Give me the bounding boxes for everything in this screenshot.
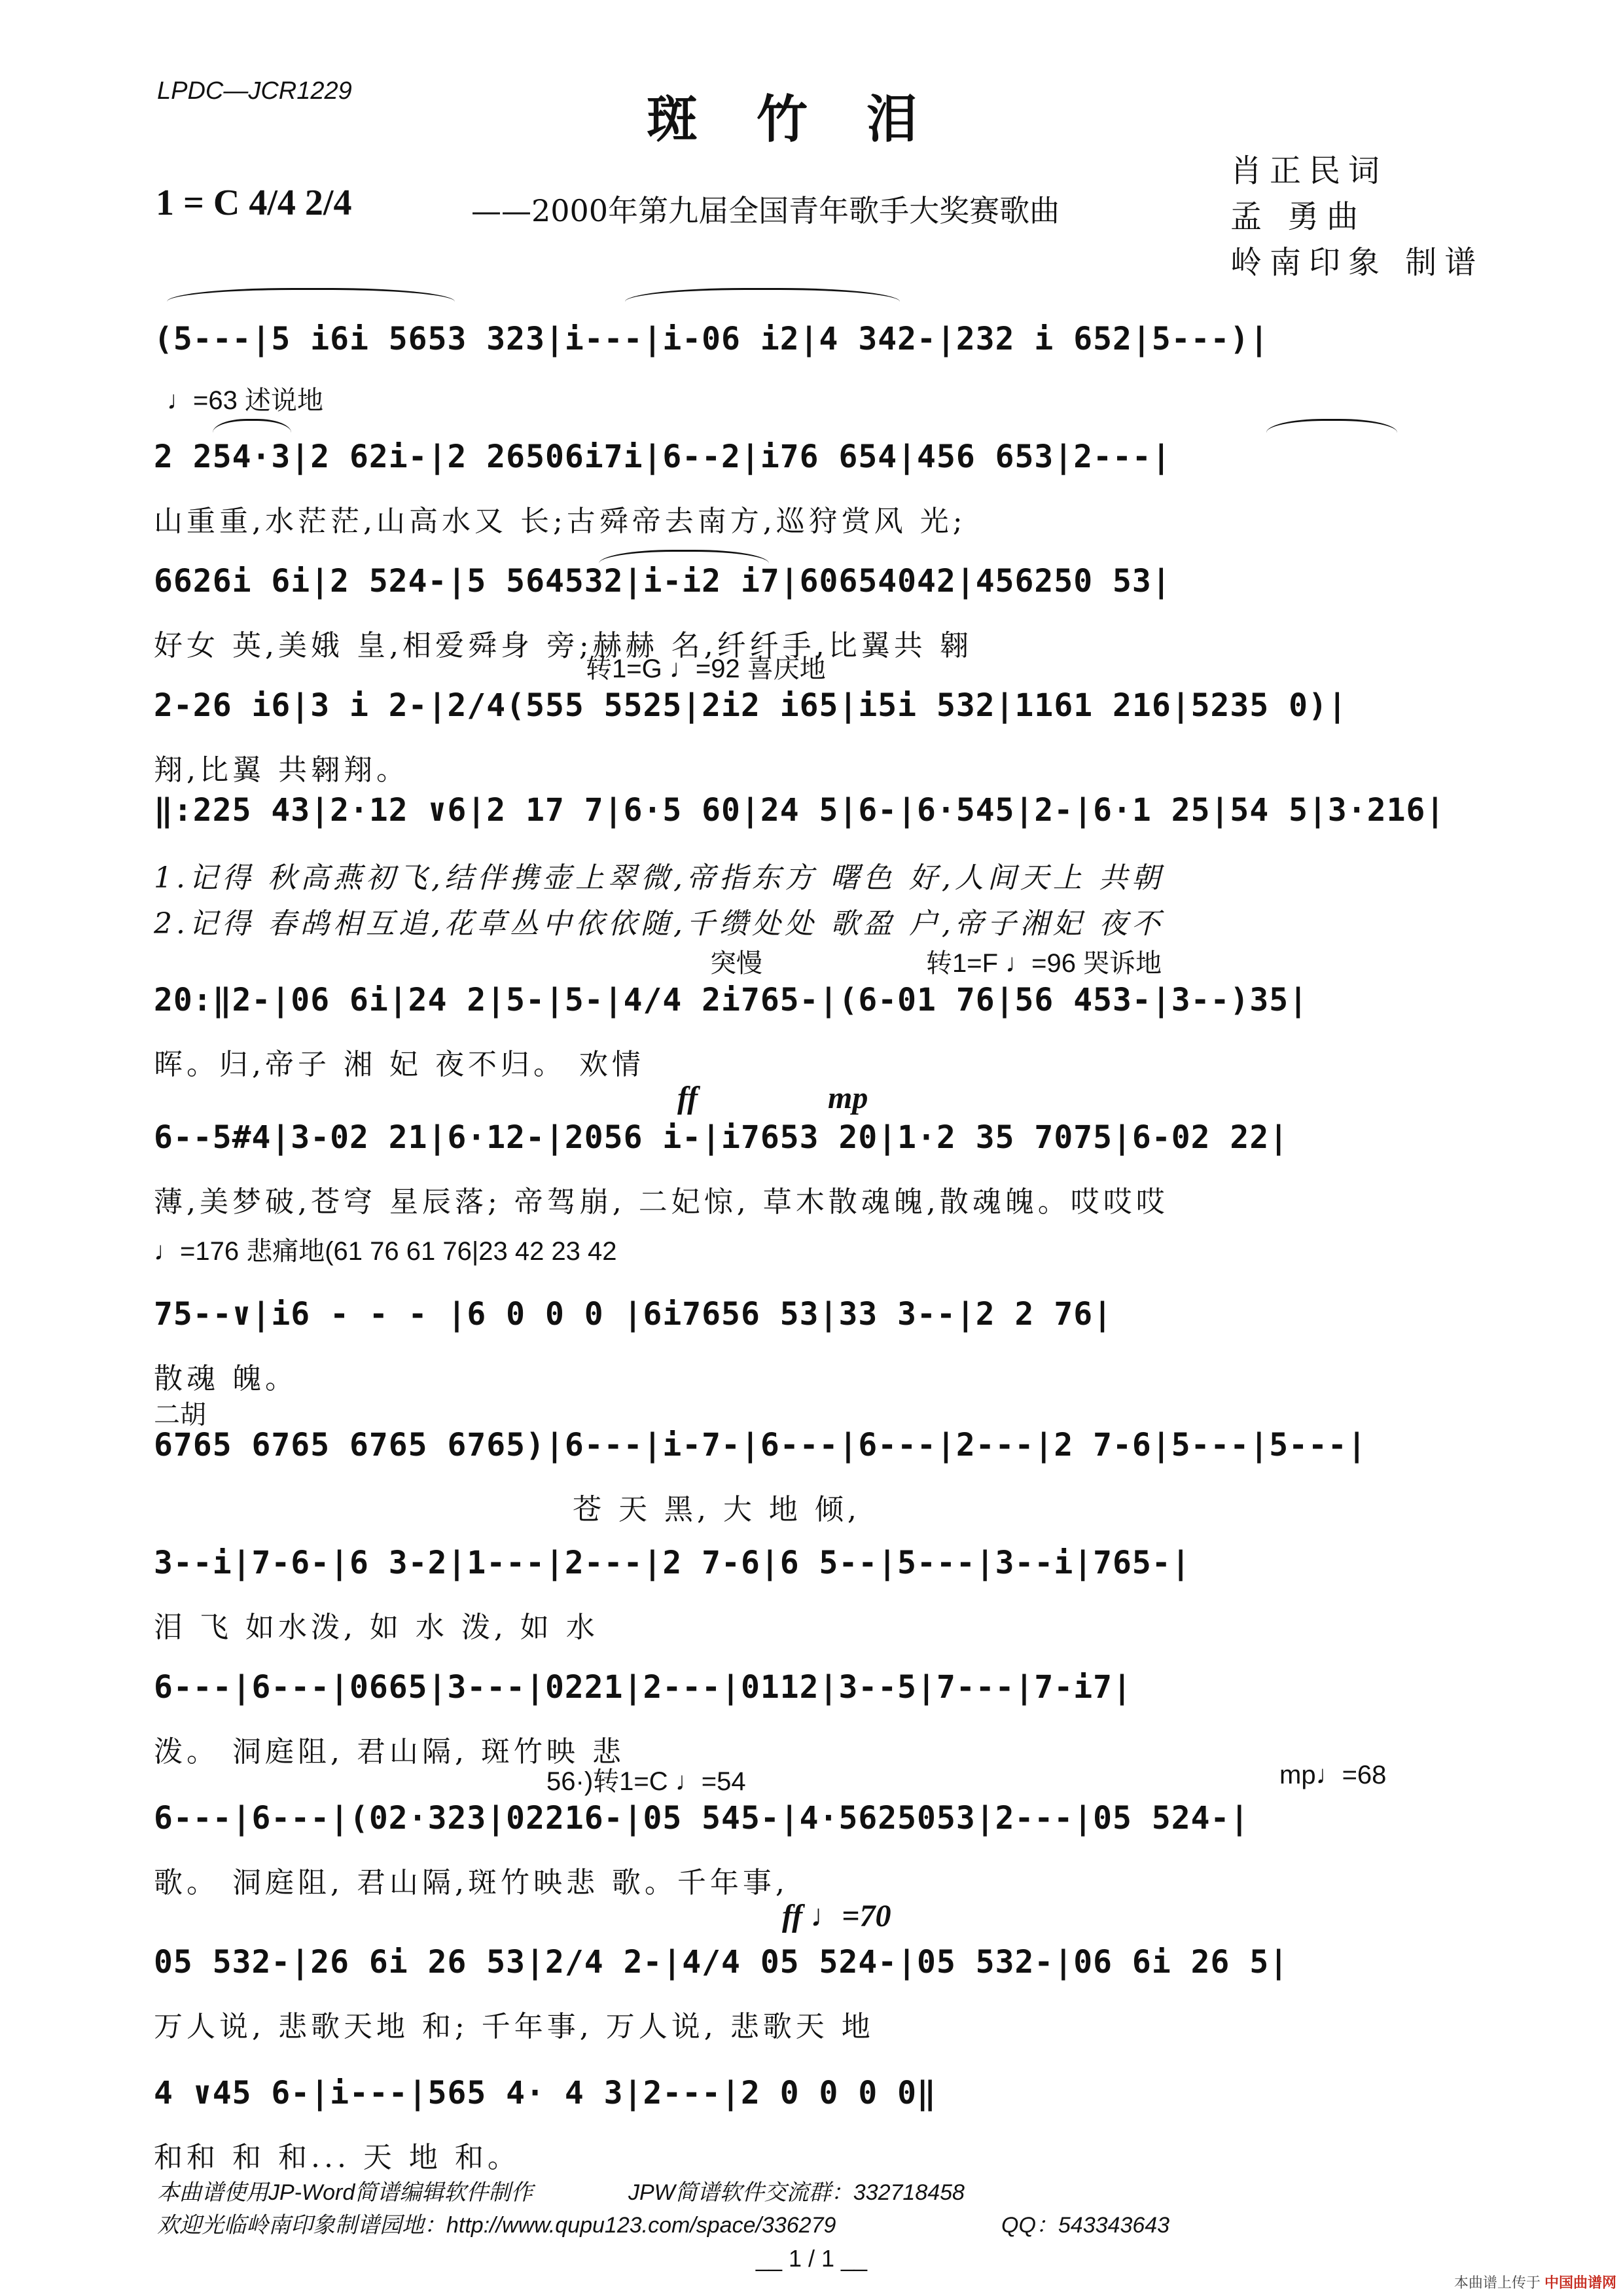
lyricist-credit: 肖正民词 — [1230, 152, 1388, 189]
dynamic-tempo-mark: ff ♩=70 — [782, 1899, 891, 1933]
notes: 3--i|7-6-|6 3-2|1---|2---|2 7-6|6 5--|5---|3--i|765-| — [154, 1545, 1191, 1581]
watermark-site: 中国曲谱网 — [1544, 2274, 1616, 2291]
notes: (5---|5 i6i 5653 323|i---|i-06 i2|4 342-|232 i 652|5---)| — [154, 321, 1270, 357]
key-change-mark: 56·)转1=C ♩=54 — [546, 1767, 746, 1796]
notes: 2-26 i6|3 i 2-|2/4(555 5525|2i2 i65|i5i 532|1161 216|5235 0)| — [154, 687, 1347, 724]
arranger-credit: 岭南印象 制谱 — [1230, 244, 1484, 281]
notes: 2 254·3|2 62i-|2 26506i7i|6--2|i76 654|456 653|2---| — [154, 439, 1171, 475]
software-credit: 本曲谱使用JP-Word简谱编辑软件制作 — [157, 2180, 533, 2205]
song-title: 斑竹泪 — [646, 90, 976, 149]
tempo-mark: ♩=63 述说地 — [167, 386, 323, 415]
notes: ‖:225 43|2·12 ∨6|2 17 7|6·5 60|24 5|6-|6·545|2-|6·1 25|54 5|3·216| — [154, 792, 1446, 829]
lyrics: 好女 英,美娥 皇,相爱舜身 旁;赫赫 名,纤纤手,比翼共 翱 — [154, 629, 972, 662]
notes: 6--5#4|3-02 21|6·12-|2056 i-|i7653 20|1·2 35 7075|6-02 22| — [154, 1119, 1289, 1156]
tempo-mark: mp♩=68 — [1279, 1761, 1387, 1789]
notes: 6765 6765 6765 6765)|6---|i-7-|6---|6---|2---|2 7-6|5---|5---| — [154, 1427, 1367, 1463]
instrument-mark: 二胡 — [154, 1401, 206, 1429]
lyrics: 泼。 洞庭阻, 君山隔, 斑竹映 悲 — [154, 1735, 625, 1768]
lyrics: 晖。归,帝子 湘 妃 夜不归。 欢情 — [154, 1048, 645, 1081]
notes: 6---|6---|(02·323|02216-|05 545-|4·5625053|2---|05 524-| — [154, 1800, 1250, 1837]
qq-contact: QQ：543343643 — [1001, 2213, 1170, 2238]
lyrics: 苍 天 黑, 大 地 倾, — [573, 1493, 861, 1526]
dynamic-ff: ff — [677, 1081, 698, 1115]
watermark-prefix: 本曲谱上传于 — [1454, 2274, 1541, 2291]
notes: 4 ∨45 6-|i---|565 4· 4 3|2---|2 0 0 0 0‖ — [154, 2075, 936, 2111]
notes: 6626i 6i|2 524-|5 564532|i-i2 i7|60654042|456250 53| — [154, 563, 1171, 600]
lyrics: 散魂 魄。 — [154, 1362, 298, 1395]
catalog-code: LPDC—JCR1229 — [157, 77, 352, 105]
notes: 20:‖2-|06 6i|24 2|5-|5-|4/4 2i765-|(6-01 76|56 453-|3--)35| — [154, 982, 1309, 1018]
qq-group: JPW简谱软件交流群：332718458 — [628, 2180, 965, 2205]
lyrics: 翔,比翼 共翱翔。 — [154, 753, 409, 787]
lyrics-verse-2: 2.记得 春鸪相互追,花草丛中依依随,千缵处处 歌盈 户,帝子湘妃 夜不 — [154, 907, 1164, 941]
dynamic-mp: mp — [828, 1081, 868, 1115]
tempo-mark: ♩=176 悲痛地(61 76 61 76|23 42 23 42 — [154, 1237, 617, 1266]
key-change-mark: 转1=G ♩=92 喜庆地 — [586, 655, 826, 683]
notes: 05 532-|26 6i 26 53|2/4 2-|4/4 05 524-|05 532-|06 6i 26 5| — [154, 1944, 1289, 1981]
key-signature: 1 = C 4/4 2/4 — [156, 183, 352, 223]
composer-credit: 孟 勇曲 — [1230, 198, 1366, 235]
tempo-change-mark: 突慢 — [710, 949, 762, 978]
notes: 75--∨|i6 - - - |6 0 0 0 |6i7656 53|33 3--|2 2 76| — [154, 1296, 1113, 1333]
subtitle: ——2000年第九届全国青年歌手大奖赛歌曲 — [471, 193, 1060, 228]
lyrics: 泪 飞 如水泼, 如 水 泼, 如 水 — [154, 1611, 599, 1644]
lyrics: 和和 和 和... 天 地 和。 — [154, 2141, 520, 2174]
lyrics: 山重重,水茫茫,山高水又 长;古舜帝去南方,巡狩赏风 光; — [154, 505, 967, 538]
lyrics: 歌。 洞庭阻, 君山隔,斑竹映悲 歌。千年事, — [154, 1866, 789, 1899]
site-watermark — [1454, 2272, 1616, 2292]
page-number: __ 1 / 1 __ — [755, 2245, 868, 2272]
lyrics-verse-1: 1.记得 秋高燕初飞,结伴携壶上翠微,帝指东方 曙色 好,人间天上 共朝 — [154, 861, 1164, 895]
lyrics: 万人说, 悲歌天地 和; 千年事, 万人说, 悲歌天 地 — [154, 2010, 874, 2043]
website-link[interactable]: 欢迎光临岭南印象制谱园地：http://www.qupu123.com/space/336279 — [157, 2213, 836, 2238]
key-change-mark: 转1=F ♩=96 哭诉地 — [926, 949, 1162, 978]
notes: 6---|6---|0665|3---|0221|2---|0112|3--5|7---|7-i7| — [154, 1669, 1132, 1706]
lyrics: 薄,美梦破,苍穹 星辰落; 帝驾崩, 二妃惊, 草木散魂魄,散魂魄。哎哎哎 — [154, 1185, 1169, 1219]
